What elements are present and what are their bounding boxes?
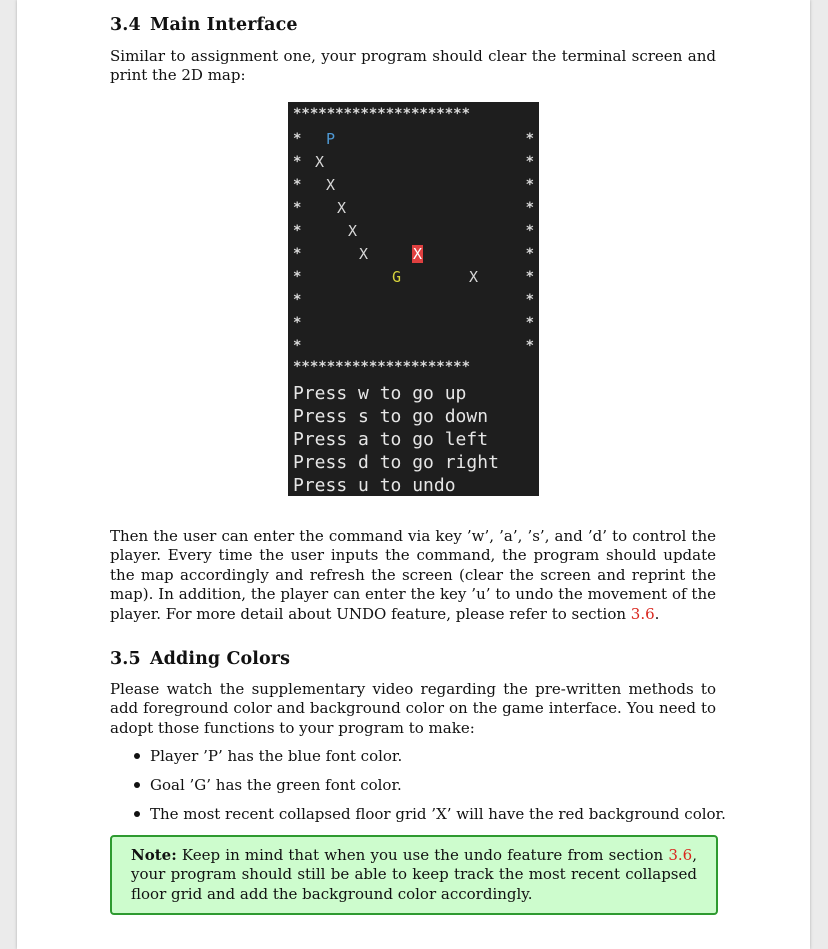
map-wall-right: * [525,292,534,308]
note-box [110,835,718,915]
section-number: 3.4 [110,15,141,35]
map-wall-right: * [525,338,534,354]
map-collapsed-cell: X [359,245,369,263]
terminal-message: Press s to go down [293,406,489,427]
map-wall-left: * [293,131,302,147]
map-top-border: ********************* [293,106,471,122]
bullet-icon [134,782,140,788]
section-title: Adding Colors [150,649,291,669]
list-item-text: Player ’P’ has the blue font color. [150,747,403,765]
map-wall-right: * [525,315,534,331]
map-wall-left: * [293,269,302,285]
map-wall-right: * [525,200,534,216]
terminal-message: Press d to go right [293,452,499,473]
section-heading-3-4 [110,15,298,35]
map-collapsed-cell: X [337,199,347,217]
map-wall-left: * [293,338,302,354]
color-requirements-list [134,746,734,833]
document-page [17,0,810,949]
map-wall-right: * [525,223,534,239]
terminal-message: Press a to go left [293,429,489,450]
intro-paragraph: Similar to assignment one, your program should clear the terminal screen and print the 2D map: [110,47,716,85]
map-wall-right: * [525,269,534,285]
list-item [134,746,734,775]
map-wall-right: * [525,177,534,193]
map-wall-right: * [525,131,534,147]
map-collapsed-cell: X [469,268,479,286]
bullet-icon [134,811,140,817]
section-link[interactable]: 3.6 [668,846,693,864]
note-label: Note: [131,846,177,864]
note-body-end: , your program should still be able to keep track the most recent collapsed floor grid and add the background color accordingly. [131,846,697,903]
list-item-text: The most recent collapsed floor grid ’X’ will have the red background color. [150,805,726,823]
map-collapsed-cell: X [348,222,358,240]
map-wall-right: * [525,154,534,170]
map-wall-left: * [293,246,302,262]
map-wall-left: * [293,177,302,193]
terminal-message: Press u to undo [293,475,456,496]
map-bottom-border: ********************* [293,359,471,375]
list-item [134,804,734,833]
map-collapsed-cell: X [326,176,336,194]
controls-end: . [654,604,660,623]
map-recent-collapsed-cell: X [413,245,423,263]
map-player: P [326,130,336,148]
note-text [131,846,697,904]
note-body: Keep in mind that when you use the undo feature from section [176,846,669,864]
controls-text: Then the user can enter the command via key ’w’, ’a’, ’s’, and ’d’ to control the player. Every time the user inputs the command, the program should update the map accordingly and refresh the screen (clear the screen and reprint the map). In addition, the player can enter the key ’u’ to undo the movement of the player. For more detail about UNDO feature, please refer to section [110,527,716,623]
map-wall-right: * [525,246,534,262]
controls-paragraph [110,527,716,624]
list-item-text: Goal ’G’ has the green font color. [150,776,402,794]
section-heading-3-5 [110,649,290,669]
terminal-message: Press w to go up [293,383,467,404]
map-wall-left: * [293,223,302,239]
colors-paragraph: Please watch the supplementary video regarding the pre-written methods to add foreground color and background color on the game interface. You need to adopt those functions to your program to make: [110,680,716,737]
section-number: 3.5 [110,649,141,669]
map-wall-left: * [293,200,302,216]
map-wall-left: * [293,154,302,170]
map-wall-left: * [293,292,302,308]
section-link[interactable]: 3.6 [630,604,655,623]
map-collapsed-cell: X [315,153,325,171]
map-goal: G [392,268,402,286]
section-title: Main Interface [150,15,298,35]
bullet-icon [134,753,140,759]
list-item [134,775,734,804]
terminal-screenshot [288,102,539,496]
map-wall-left: * [293,315,302,331]
